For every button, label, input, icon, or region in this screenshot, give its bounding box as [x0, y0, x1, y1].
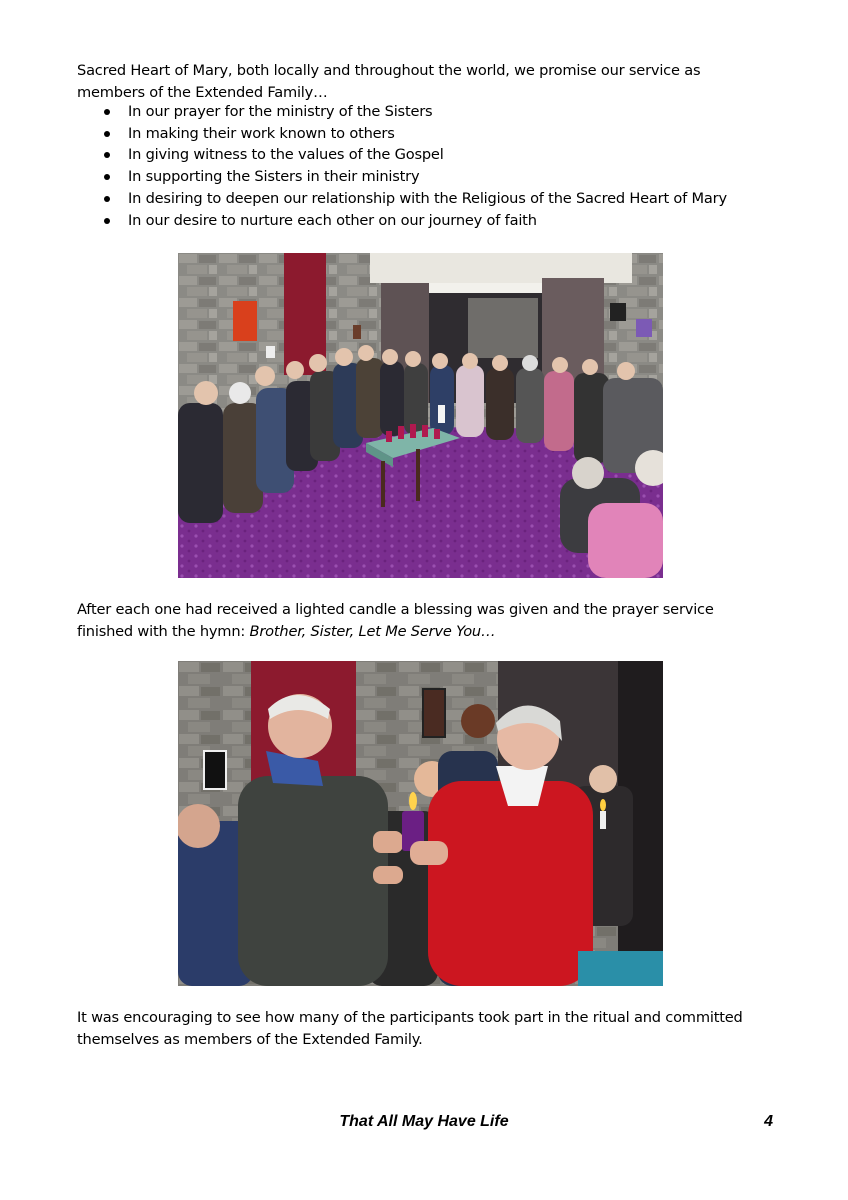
list-item: In giving witness to the values of the Gospel	[77, 144, 777, 166]
group-circle-photo	[178, 253, 663, 578]
bullet-icon	[104, 109, 110, 115]
closing-paragraph: It was encouraging to see how many of the participants took part in the ritual and committed themselves as members of the Extended Family.	[77, 1009, 743, 1048]
page-number: 4	[764, 1113, 773, 1130]
list-item: In our prayer for the ministry of the Sisters	[77, 101, 777, 123]
candle-exchange-photo	[178, 661, 663, 986]
bullet-icon	[104, 196, 110, 202]
list-item: In our desire to nurture each other on our journey of faith	[77, 210, 777, 232]
list-item: In supporting the Sisters in their ministry	[77, 166, 777, 188]
bullet-icon	[104, 152, 110, 158]
hymn-title: Brother, Sister, Let Me Serve You…	[249, 622, 496, 640]
footer-title: That All May Have Life	[339, 1113, 509, 1130]
bullet-icon	[104, 131, 110, 137]
list-item: In making their work known to others	[77, 123, 777, 145]
bullet-icon	[104, 218, 110, 224]
bullet-icon	[104, 174, 110, 180]
blessing-paragraph: After each one had received a lighted candle a blessing was given and the prayer service finished with the hymn: Brother, Sister, Let Me Serve You…	[77, 601, 714, 640]
intro-paragraph: Sacred Heart of Mary, both locally and throughout the world, we promise our service as members of the Extended Family…	[77, 62, 701, 101]
commitment-list	[77, 101, 777, 231]
list-item: In desiring to deepen our relationship with the Religious of the Sacred Heart of Mary	[77, 188, 777, 210]
